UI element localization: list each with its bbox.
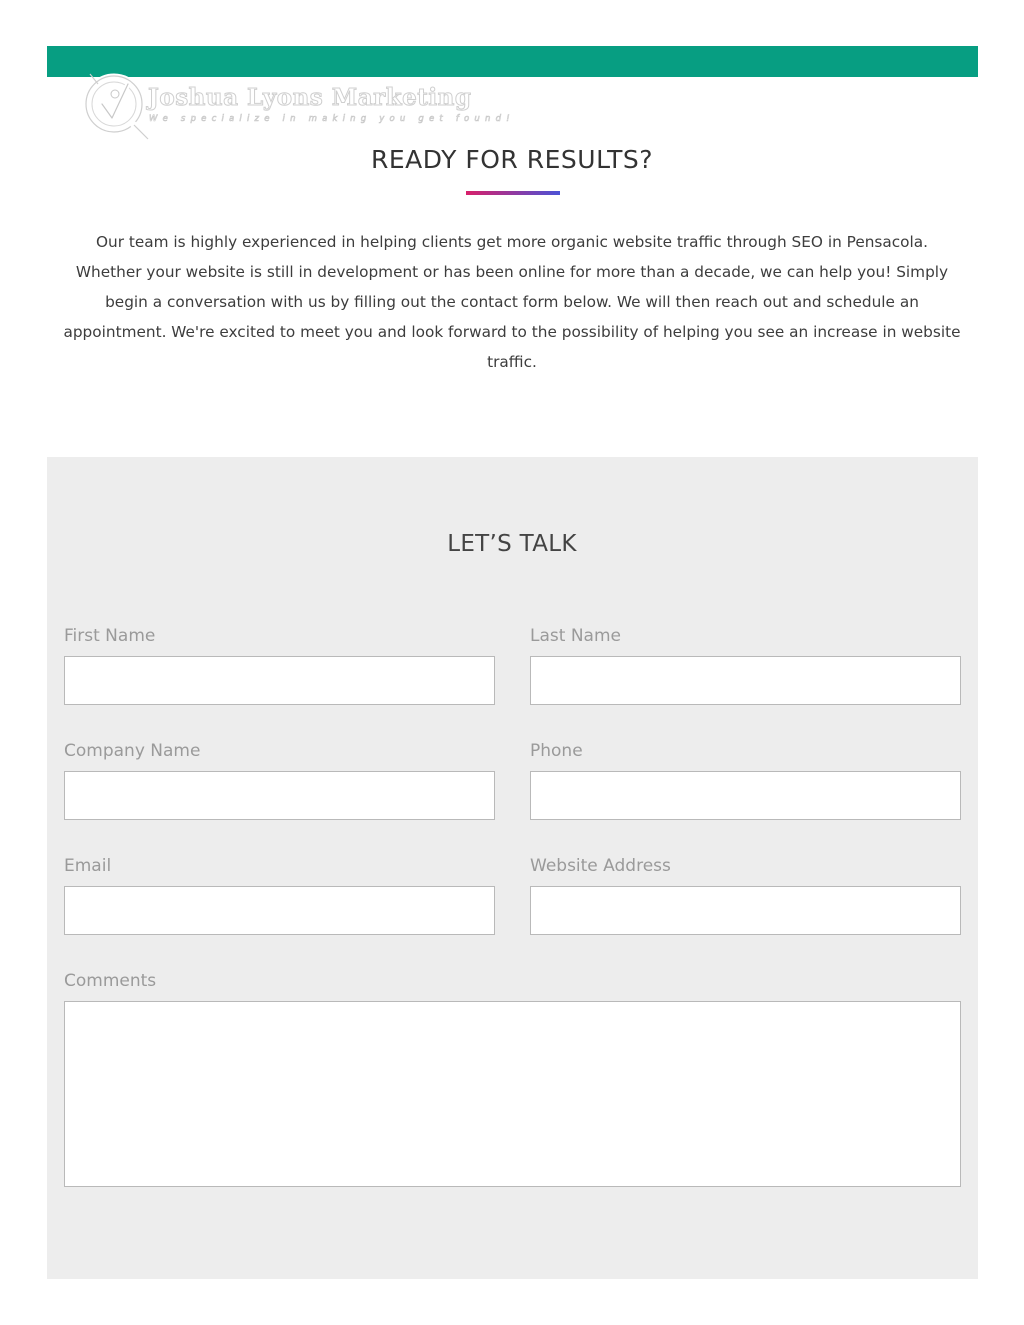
comments-label: Comments [64, 971, 157, 991]
last-name-input[interactable] [530, 656, 961, 705]
magnifier-checkmark-icon [82, 70, 154, 142]
intro-paragraph: Our team is highly experienced in helping clients get more organic website traffic through SEO in Pensacola. Whether your website is still in development or has been online for more than a decade, we can help you! Simply begin a conversation with us by filling out the contact form below. We will then reach out and schedule an appointment. We're excited to meet you and look forward to the possibility of helping you see an increase in website traffic. [63, 233, 961, 371]
logo-tagline: We specialize in making you get found! [149, 114, 515, 124]
last-name-label: Last Name [530, 626, 621, 646]
page-headline: READY FOR RESULTS? [371, 145, 653, 174]
comments-textarea[interactable] [64, 1001, 961, 1187]
logo-name: Joshua Lyons Marketing [148, 84, 472, 111]
headline-underline [466, 191, 560, 195]
website-address-input[interactable] [530, 886, 961, 935]
email-label: Email [64, 856, 112, 876]
website-address-label: Website Address [530, 856, 671, 876]
company-name-label: Company Name [64, 741, 201, 761]
email-input[interactable] [64, 886, 495, 935]
phone-input[interactable] [530, 771, 961, 820]
first-name-label: First Name [64, 626, 156, 646]
phone-label: Phone [530, 741, 583, 761]
form-title: LET’S TALK [447, 531, 577, 557]
logo[interactable] [82, 70, 515, 142]
first-name-input[interactable] [64, 656, 495, 705]
company-name-input[interactable] [64, 771, 495, 820]
